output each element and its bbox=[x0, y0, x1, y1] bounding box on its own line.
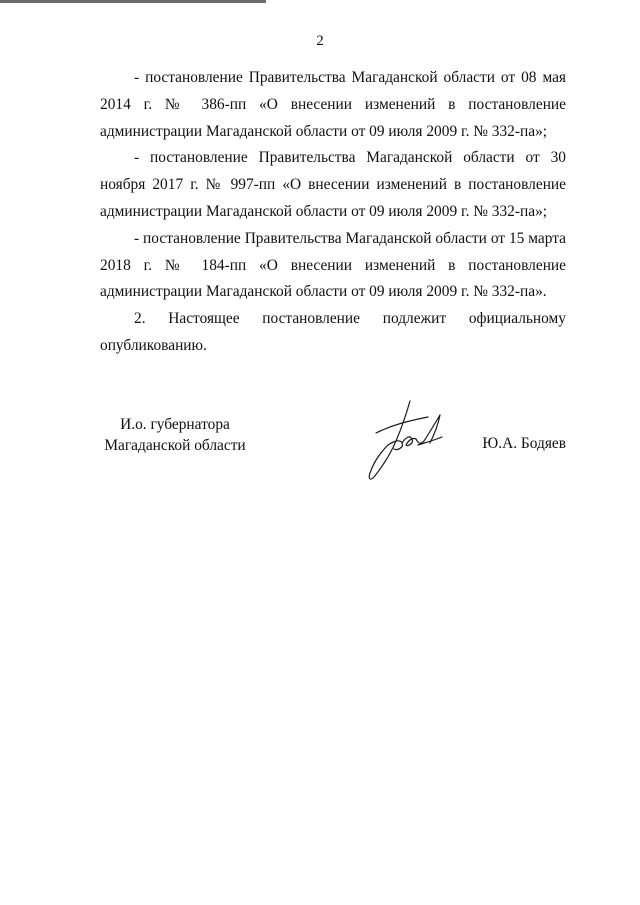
handwritten-signature bbox=[358, 395, 458, 485]
clause-word: Настоящее bbox=[168, 310, 240, 328]
clause-word: постановление bbox=[262, 310, 360, 328]
list-item: - постановление Правительства Магаданской области от 15 марта 2018 г. № 184-пп «О внесении изменений в постановление администрации Магаданской области от 09 июля 2009 г. № 332-па». bbox=[100, 229, 566, 301]
position-line: И.о. губернатора bbox=[120, 416, 230, 433]
document-body bbox=[100, 65, 566, 360]
clause-2 bbox=[100, 306, 566, 333]
clause-word: официальному bbox=[468, 310, 566, 328]
signatory-name: Ю.А. Бодяев bbox=[482, 435, 566, 452]
list-item: - постановление Правительства Магаданской области от 08 мая 2014 г. № 386-пп «О внесении изменений в постановление администрации Магаданской области от 09 июля 2009 г. № 332-па»; bbox=[100, 69, 566, 140]
clause-word: подлежит bbox=[382, 310, 447, 328]
position-line: Магаданской области bbox=[104, 437, 246, 454]
top-rule bbox=[0, 0, 266, 3]
clause-2-continuation: опубликованию. bbox=[100, 336, 207, 354]
clause-number: 2. bbox=[134, 310, 146, 328]
list-item: - постановление Правительства Магаданской области от 30 ноября 2017 г. № 997-пп «О внесении изменений в постановление администрации Магаданской области от 09 июля 2009 г. № 332-па»; bbox=[100, 149, 566, 220]
signatory-position bbox=[100, 414, 250, 456]
page-number: 2 bbox=[316, 33, 324, 49]
